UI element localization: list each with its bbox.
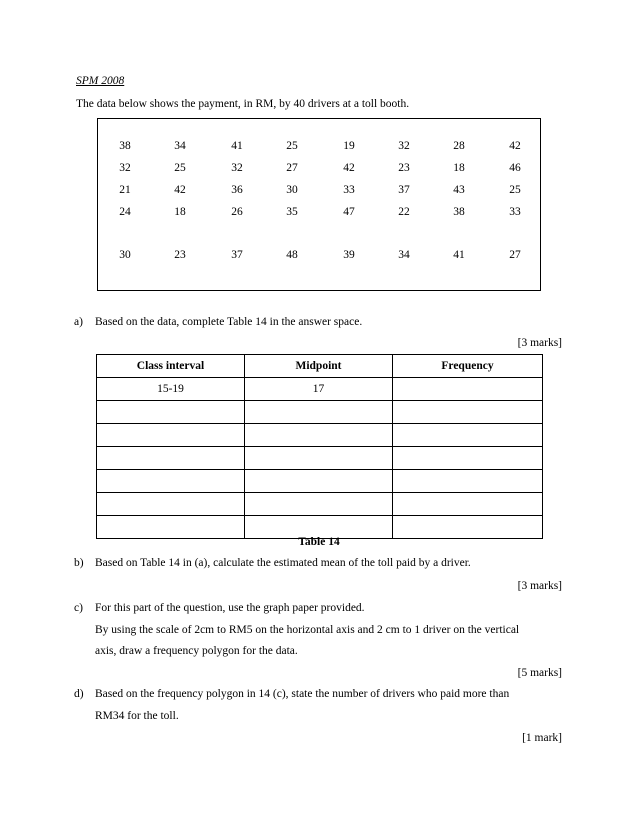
- data-value: 19: [343, 140, 355, 152]
- class-interval-cell[interactable]: [97, 401, 245, 424]
- data-value: 41: [231, 140, 243, 152]
- midpoint-cell[interactable]: [245, 470, 393, 493]
- question-d-marks: [1 mark]: [522, 732, 562, 744]
- question-b-label: b): [74, 557, 84, 569]
- data-value: 30: [119, 249, 131, 261]
- data-value: 28: [453, 140, 465, 152]
- question-b-text: Based on Table 14 in (a), calculate the estimated mean of the toll paid by a driver.: [95, 557, 471, 569]
- data-value: 48: [286, 249, 298, 261]
- frequency-cell[interactable]: [393, 378, 543, 401]
- question-a-label: a): [74, 316, 83, 328]
- data-value: 25: [509, 184, 521, 196]
- question-c-label: c): [74, 602, 83, 614]
- table-row: [97, 447, 543, 470]
- data-value: 42: [509, 140, 521, 152]
- frequency-cell[interactable]: [393, 493, 543, 516]
- frequency-cell[interactable]: [393, 470, 543, 493]
- question-d-line-2: RM34 for the toll.: [95, 710, 179, 722]
- data-value: 26: [231, 206, 243, 218]
- frequency-cell[interactable]: [393, 447, 543, 470]
- data-value: 34: [174, 140, 186, 152]
- data-value: 47: [343, 206, 355, 218]
- data-value: 24: [119, 206, 131, 218]
- midpoint-cell[interactable]: [245, 447, 393, 470]
- data-value: 38: [119, 140, 131, 152]
- midpoint-cell[interactable]: 17: [245, 378, 393, 401]
- question-d-line-1: Based on the frequency polygon in 14 (c), state the number of drivers who paid more than: [95, 688, 510, 700]
- question-c-line-1: For this part of the question, use the graph paper provided.: [95, 602, 365, 614]
- question-c-marks: [5 marks]: [517, 667, 562, 679]
- frequency-cell[interactable]: [393, 424, 543, 447]
- data-value: 35: [286, 206, 298, 218]
- table-header-row: [97, 355, 543, 378]
- table-row: [97, 470, 543, 493]
- data-value: 46: [509, 162, 521, 174]
- question-c-line-3: axis, draw a frequency polygon for the data.: [95, 645, 298, 657]
- data-value: 36: [231, 184, 243, 196]
- midpoint-cell[interactable]: [245, 424, 393, 447]
- data-value: 32: [119, 162, 131, 174]
- data-row: [98, 162, 540, 178]
- class-interval-cell[interactable]: [97, 470, 245, 493]
- data-value: 42: [174, 184, 186, 196]
- data-value: 32: [398, 140, 410, 152]
- intro-text: The data below shows the payment, in RM, by 40 drivers at a toll booth.: [76, 98, 410, 110]
- data-value: 27: [509, 249, 521, 261]
- data-value: 34: [398, 249, 410, 261]
- data-row: [98, 184, 540, 200]
- data-value: 22: [398, 206, 410, 218]
- data-value: 18: [453, 162, 465, 174]
- data-value: 23: [174, 249, 186, 261]
- question-c-line-2: By using the scale of 2cm to RM5 on the horizontal axis and 2 cm to 1 driver on the vertical: [95, 624, 520, 636]
- data-value: 43: [453, 184, 465, 196]
- question-a-text: Based on the data, complete Table 14 in the answer space.: [95, 316, 363, 328]
- source-label: SPM 2008: [76, 75, 125, 87]
- table-row: [97, 401, 543, 424]
- data-value: 18: [174, 206, 186, 218]
- data-box: [97, 118, 541, 291]
- data-value: 25: [174, 162, 186, 174]
- data-value: 42: [343, 162, 355, 174]
- question-b-marks: [3 marks]: [517, 580, 562, 592]
- table-row: [97, 378, 543, 401]
- data-value: 37: [231, 249, 243, 261]
- class-interval-cell[interactable]: [97, 447, 245, 470]
- data-row: [98, 206, 540, 222]
- midpoint-cell[interactable]: [245, 401, 393, 424]
- data-value: 38: [453, 206, 465, 218]
- data-value: 37: [398, 184, 410, 196]
- class-interval-cell[interactable]: [97, 424, 245, 447]
- header-frequency: Frequency: [393, 355, 543, 378]
- table-14: [96, 354, 543, 539]
- data-value: 21: [119, 184, 131, 196]
- data-value: 39: [343, 249, 355, 261]
- table-row: [97, 493, 543, 516]
- midpoint-cell[interactable]: [245, 493, 393, 516]
- table-caption: Table 14: [298, 536, 340, 548]
- data-row: [98, 140, 540, 156]
- data-value: 41: [453, 249, 465, 261]
- data-row: [98, 249, 540, 265]
- table-row: [97, 424, 543, 447]
- data-value: 33: [343, 184, 355, 196]
- question-d-label: d): [74, 688, 84, 700]
- class-interval-cell[interactable]: 15-19: [97, 378, 245, 401]
- data-value: 27: [286, 162, 298, 174]
- frequency-cell[interactable]: [393, 401, 543, 424]
- class-interval-cell[interactable]: [97, 493, 245, 516]
- data-value: 25: [286, 140, 298, 152]
- header-class-interval: Class interval: [97, 355, 245, 378]
- data-value: 23: [398, 162, 410, 174]
- question-a-marks: [3 marks]: [517, 337, 562, 349]
- data-value: 32: [231, 162, 243, 174]
- header-midpoint: Midpoint: [245, 355, 393, 378]
- data-value: 30: [286, 184, 298, 196]
- data-value: 33: [509, 206, 521, 218]
